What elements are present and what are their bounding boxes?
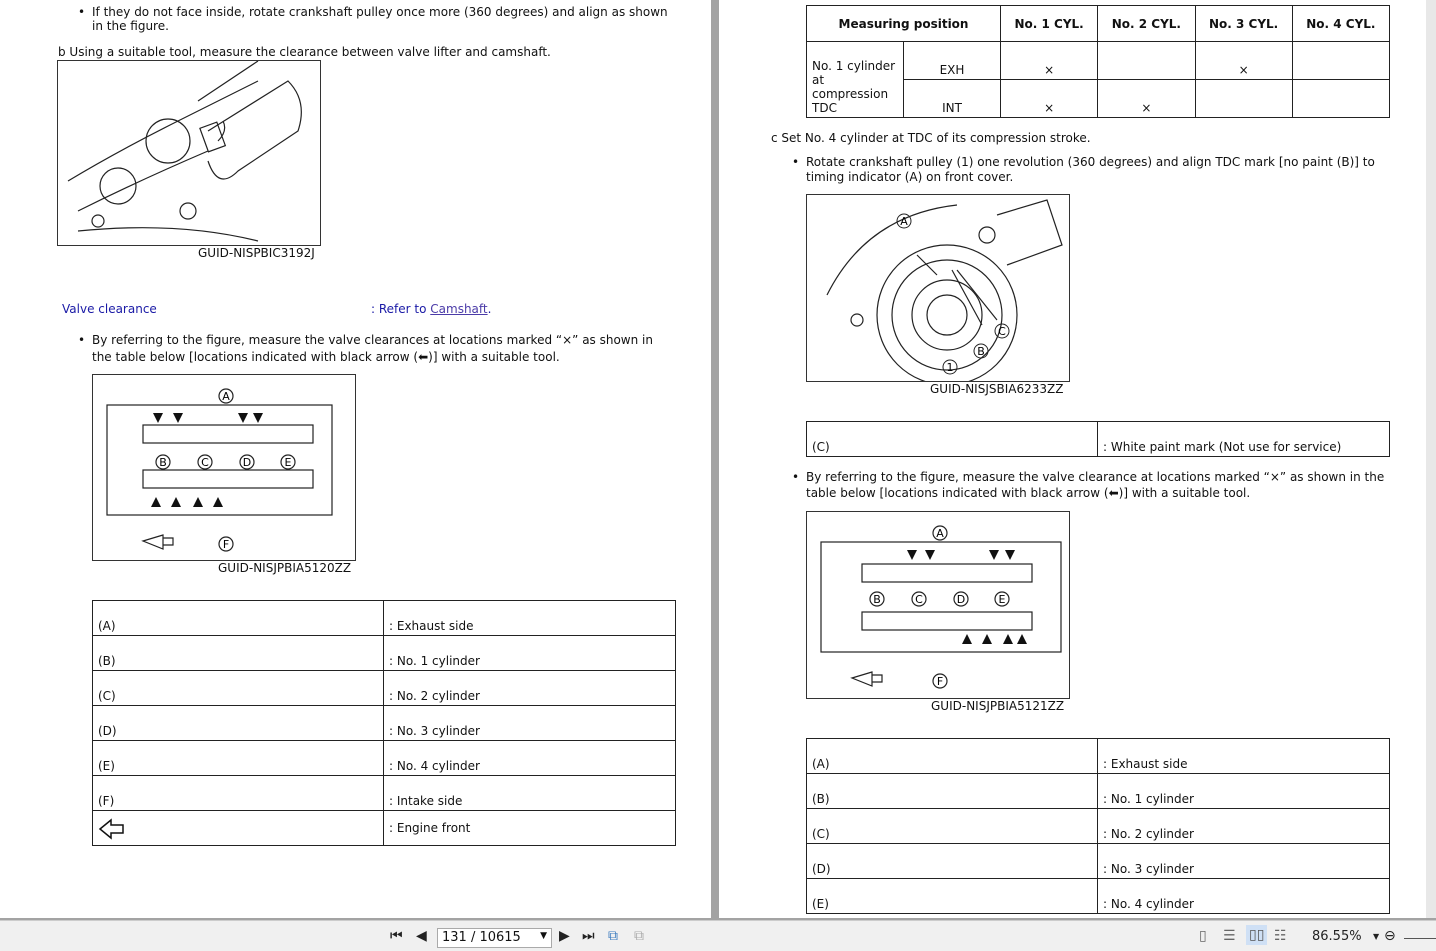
camshaft-illustration xyxy=(58,61,320,245)
svg-text:A: A xyxy=(900,215,908,228)
figure-caption: GUID-NISJPBIA5120ZZ xyxy=(218,561,352,575)
table-cell xyxy=(1098,42,1195,80)
engine-front-arrow-icon xyxy=(93,811,384,846)
table-row xyxy=(93,671,676,706)
next-view-icon[interactable]: ⧉ xyxy=(634,928,644,944)
legend-key: (C) xyxy=(93,671,384,706)
table-row xyxy=(807,42,1390,80)
legend-table xyxy=(806,738,1390,914)
page-number-input[interactable] xyxy=(437,928,552,948)
legend-key: (B) xyxy=(807,774,1098,809)
bullet-text xyxy=(806,469,1386,501)
svg-text:B: B xyxy=(873,593,881,606)
bullet-text: • If they do not face inside, rotate crankshaft pulley once more (360 degrees) and align as shown in the figure. xyxy=(92,5,682,33)
table-row xyxy=(807,844,1390,879)
bullet-text: • Rotate crankshaft pulley (1) one revolution (360 degrees) and align TDC mark [no paint (B)] to timing indicator (A) on front cover. xyxy=(806,155,1386,185)
svg-text:C: C xyxy=(998,325,1006,338)
refer-prefix: : Refer to xyxy=(371,302,431,316)
vertical-scrollbar[interactable] xyxy=(1426,0,1436,918)
next-page-icon[interactable]: ▶ xyxy=(559,928,570,944)
svg-text:C: C xyxy=(915,593,923,606)
header-cell: No. 3 CYL. xyxy=(1195,6,1292,42)
legend-value: : No. 1 cylinder xyxy=(384,636,676,671)
black-arrow-icon: ⬅ xyxy=(1108,486,1119,500)
single-page-view-icon[interactable]: ▯ xyxy=(1199,928,1207,944)
bullet-text-start: By referring to the figure, measure the valve clearances at locations marked “×” as shown in the table below [locations indicated with black arrow ( xyxy=(92,333,653,364)
previous-page-icon[interactable]: ◀ xyxy=(416,928,427,944)
row-label: INT xyxy=(904,80,1001,118)
table-row xyxy=(93,811,676,846)
table-cell: × xyxy=(1001,42,1098,80)
measuring-table xyxy=(806,5,1390,118)
facing-view-icon[interactable]: ▯▯ xyxy=(1246,925,1267,945)
svg-text:A: A xyxy=(222,390,230,403)
legend-value: : Exhaust side xyxy=(384,601,676,636)
legend-value: : No. 3 cylinder xyxy=(1098,844,1390,879)
bullet-text-end: )] with a suitable tool. xyxy=(1118,486,1251,500)
header-cell: No. 2 CYL. xyxy=(1098,6,1195,42)
camshaft-link[interactable]: Camshaft xyxy=(430,302,488,316)
table-row xyxy=(807,809,1390,844)
pulley-illustration xyxy=(807,195,1069,381)
page-number-text: 131 / 10615 xyxy=(442,930,521,945)
table-cell xyxy=(1195,80,1292,118)
table-row xyxy=(93,601,676,636)
zoom-slider[interactable] xyxy=(1404,938,1436,939)
refer-text xyxy=(371,302,491,316)
legend-key: (A) xyxy=(93,601,384,636)
legend-value: : Intake side xyxy=(384,776,676,811)
legend-value: : No. 1 cylinder xyxy=(1098,774,1390,809)
table-cell xyxy=(1292,42,1389,80)
legend-value: : Exhaust side xyxy=(1098,739,1390,774)
legend-key: (D) xyxy=(807,844,1098,879)
legend-value: : Engine front xyxy=(384,811,676,846)
legend-value: : No. 2 cylinder xyxy=(1098,809,1390,844)
bullet-text xyxy=(92,332,672,366)
pdf-page-right xyxy=(719,0,1426,918)
table-cell: × xyxy=(1098,80,1195,118)
zoom-dropdown-icon[interactable]: ▼ xyxy=(1373,932,1380,941)
pdf-toolbar xyxy=(0,920,1436,951)
camshaft-clearance-figure xyxy=(57,60,321,246)
table-row xyxy=(93,636,676,671)
table-row xyxy=(807,879,1390,914)
legend-key: (E) xyxy=(807,879,1098,914)
svg-text:E: E xyxy=(998,593,1006,606)
note-table xyxy=(806,421,1390,457)
legend-value: : White paint mark (Not use for service) xyxy=(1098,422,1390,457)
header-cell: No. 1 CYL. xyxy=(1001,6,1098,42)
svg-text:F: F xyxy=(936,675,944,688)
row-label: EXH xyxy=(904,42,1001,80)
first-page-icon[interactable]: ⏮ xyxy=(390,928,403,944)
table-cell xyxy=(1292,80,1389,118)
svg-text:F: F xyxy=(222,538,230,551)
svg-text:D: D xyxy=(242,456,252,469)
valve-clearance-label: Valve clearance xyxy=(62,302,157,316)
cylinder-head-illustration xyxy=(93,375,355,560)
table-row xyxy=(807,422,1390,457)
svg-text:B: B xyxy=(977,345,985,358)
legend-key: (A) xyxy=(807,739,1098,774)
bullet-text-end: )] with a suitable tool. xyxy=(428,350,560,364)
cylinder-head-figure xyxy=(806,511,1070,699)
zoom-out-icon[interactable]: ⊖ xyxy=(1384,928,1396,944)
continuous-facing-view-icon[interactable]: ☷ xyxy=(1274,928,1287,944)
chevron-down-icon[interactable]: ▼ xyxy=(540,931,547,941)
black-arrow-icon: ⬅ xyxy=(418,350,429,364)
svg-text:E: E xyxy=(284,456,292,469)
table-cell: × xyxy=(1001,80,1098,118)
figure-caption: GUID-NISJPBIA5121ZZ xyxy=(931,699,1065,713)
legend-value: : No. 2 cylinder xyxy=(384,671,676,706)
pdf-page-left xyxy=(0,0,711,918)
svg-text:C: C xyxy=(201,456,209,469)
table-row xyxy=(93,776,676,811)
bullet-text-start: By referring to the figure, measure the valve clearance at locations marked “×” as shown in the table below [locations indicated with black arrow ( xyxy=(806,470,1385,500)
header-cell: No. 4 CYL. xyxy=(1292,6,1389,42)
refer-suffix: . xyxy=(487,302,492,316)
legend-key: (C) xyxy=(807,809,1098,844)
table-row xyxy=(807,774,1390,809)
table-cell: × xyxy=(1195,42,1292,80)
zoom-level[interactable]: 86.55% xyxy=(1312,929,1362,944)
table-row xyxy=(93,741,676,776)
table-header-row xyxy=(807,6,1390,42)
step-b-text: b Using a suitable tool, measure the clearance between valve lifter and camshaft. xyxy=(58,45,551,59)
row-group-label: No. 1 cylinder at compression TDC xyxy=(807,42,904,118)
table-row xyxy=(807,739,1390,774)
legend-key: (D) xyxy=(93,706,384,741)
legend-value: : No. 4 cylinder xyxy=(384,741,676,776)
legend-key: (B) xyxy=(93,636,384,671)
svg-text:A: A xyxy=(936,527,944,540)
svg-text:B: B xyxy=(159,456,167,469)
step-c-text: c Set No. 4 cylinder at TDC of its compression stroke. xyxy=(771,131,1091,145)
legend-value: : No. 3 cylinder xyxy=(384,706,676,741)
table-row xyxy=(93,706,676,741)
legend-key: (C) xyxy=(807,422,1098,457)
crankshaft-pulley-figure xyxy=(806,194,1070,382)
svg-text:1: 1 xyxy=(946,361,954,374)
cylinder-head-figure xyxy=(92,374,356,561)
previous-view-icon[interactable]: ⧉ xyxy=(608,928,618,944)
legend-value: : No. 4 cylinder xyxy=(1098,879,1390,914)
cylinder-head-illustration xyxy=(807,512,1069,698)
legend-key: (E) xyxy=(93,741,384,776)
legend-key: (F) xyxy=(93,776,384,811)
last-page-icon[interactable]: ⏭ xyxy=(582,928,595,944)
header-cell: Measuring position xyxy=(807,6,1001,42)
figure-caption: GUID-NISPBIC3192J xyxy=(198,246,315,260)
svg-text:D: D xyxy=(956,593,966,606)
continuous-view-icon[interactable]: ☰ xyxy=(1223,928,1236,944)
figure-caption: GUID-NISJSBIA6233ZZ xyxy=(930,382,1064,396)
legend-table xyxy=(92,600,676,846)
